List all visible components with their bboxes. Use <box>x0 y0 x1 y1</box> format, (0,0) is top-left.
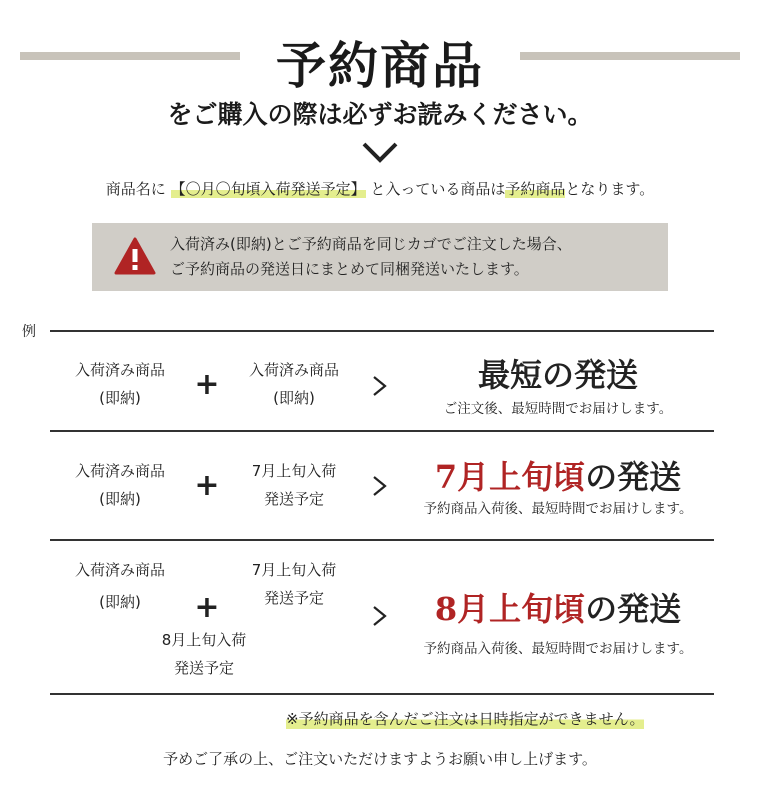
row2-left-item <box>40 457 200 513</box>
row3-right-line2: 発送予定 <box>263 589 324 607</box>
warning-line-1: 入荷済み(即納)とご予約商品を同じカゴでご注文した場合、 <box>170 235 572 253</box>
row1-divider <box>50 430 714 432</box>
row3-result-suffix: の発送 <box>585 590 682 628</box>
row3-left-line1: 入荷済み商品 <box>74 561 165 579</box>
row1-result: 最短の発送 <box>477 356 638 394</box>
intro-highlight-reservation: 予約商品 <box>505 180 566 198</box>
row2-result <box>388 452 728 498</box>
row2-result-date: 7月上旬頃 <box>434 458 586 496</box>
intro-highlight-reservation-label: 【〇月〇旬頃入荷発送予定】 <box>170 180 366 198</box>
row3-left-item <box>40 556 200 616</box>
row2-left-line2: (即納) <box>99 490 141 508</box>
intro-text <box>0 178 760 199</box>
row3-result-sub: 予約商品入荷後、最短時間でお届けします。 <box>423 641 693 657</box>
row2-result-sub: 予約商品入荷後、最短時間でお届けします。 <box>423 501 693 517</box>
row1-left-item <box>40 356 200 412</box>
row3-plus: + <box>194 590 220 625</box>
warning-text <box>170 232 572 282</box>
warning-box <box>92 223 668 291</box>
row3-result-date: 8月上旬頃 <box>434 590 586 628</box>
date-notice: ※予約商品を含んだご注文は日時指定ができません。 <box>286 710 645 728</box>
warning-icon <box>114 237 156 275</box>
row3-chevron-right-icon <box>370 604 390 628</box>
intro-part1: 商品名に <box>105 180 166 198</box>
chevron-down-icon <box>360 138 400 168</box>
row1-right-line1: 入荷済み商品 <box>248 361 339 379</box>
intro-part2: と入っている商品は <box>370 180 506 198</box>
row3-right-line1: 7月上旬入荷 <box>251 561 337 579</box>
row1-result-sub: ご注文後、最短時間でお届けします。 <box>443 401 673 417</box>
row2-result-suffix: の発送 <box>585 458 682 496</box>
closing-text: 予めご了承の上、ご注文いただけますようお願い申し上げます。 <box>163 750 597 768</box>
page-title: 予約商品 <box>276 36 484 95</box>
row3-right-item <box>214 556 374 612</box>
row2-chevron-right-icon <box>370 474 390 498</box>
row3-divider <box>50 693 714 695</box>
row3-left-line2: (即納) <box>99 593 141 611</box>
example-top-rule <box>50 330 714 332</box>
row2-right-line1: 7月上旬入荷 <box>251 462 337 480</box>
row2-divider <box>50 539 714 541</box>
row1-left-line1: 入荷済み商品 <box>74 361 165 379</box>
example-label: 例 <box>22 324 36 340</box>
row2-right-item <box>214 457 374 513</box>
row3-bottom-line2: 発送予定 <box>173 659 234 677</box>
row2-plus: + <box>194 468 220 503</box>
warning-line-2: ご予約商品の発送日にまとめて同梱発送いたします。 <box>170 260 529 278</box>
page-subtitle: をご購入の際は必ずお読みください。 <box>167 100 593 129</box>
row1-chevron-right-icon <box>370 374 390 398</box>
row1-right-item <box>214 356 374 412</box>
row2-right-line2: 発送予定 <box>263 490 324 508</box>
row1-plus: + <box>194 367 220 402</box>
row3-bottom-item <box>124 626 284 682</box>
row3-bottom-line1: 8月上旬入荷 <box>161 631 247 649</box>
intro-part3: となります。 <box>565 180 655 198</box>
row3-result <box>388 584 728 630</box>
row2-left-line1: 入荷済み商品 <box>74 462 165 480</box>
row1-left-line2: (即納) <box>99 389 141 407</box>
row1-right-line2: (即納) <box>273 389 315 407</box>
